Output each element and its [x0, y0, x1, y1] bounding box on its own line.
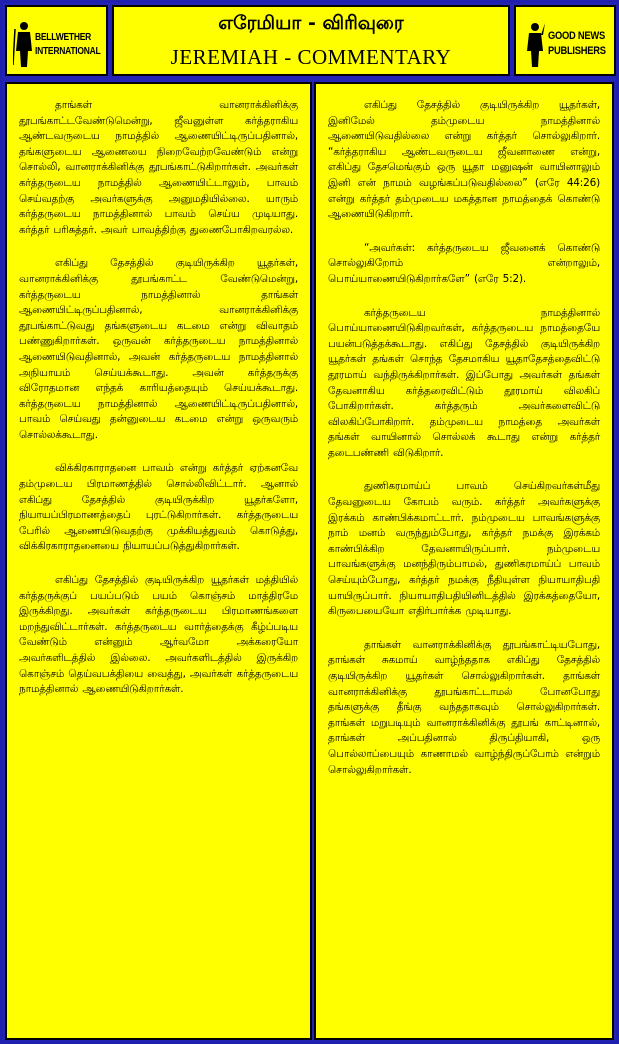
- left-column: [5, 82, 312, 1040]
- paragraph: எகிப்து தேசத்தில் குடியிருக்கிற யூதர்கள், இனிமேல் தம்முடைய நாமத்தினால் ஆணையிடுவதில்லை என்று கர்த்தர் சொல்லுகிறார். “கர்த்தராகிய ஆண்டவருடைய ஜீவனாணை என்று, எகிப்து தேசமெங்கும் ஒரு யூதா மனுஷன் வாயினாலும் இனி என் நாமம் வழங்கப்படுவதில்லை” (எரே 44:26) என்று கர்த்தர் தம்முடைய மகத்தான நாமத்தைக் கொண்டு ஆணையிடுகிறார்.: [328, 99, 600, 221]
- right-logo-line1: GOOD NEWS: [548, 30, 605, 42]
- paragraph: துணிகரமாய்ப் பாவம் செய்கிறவர்கள்மீது தேவனுடைய கோபம் வரும். கர்த்தர் அவர்களுக்கு இரக்கம் காண்பிக்கமாட்டார். நம்முடைய பாவங்களுக்கு நாம் மனம் வருந்தும்போது, கர்த்தர் நமக்கு இரக்கம் காண்பிக்கிற தேவனாயிருப்பார். நம்முடைய பாவங்களுக்கு மனந்திரும்பாமல், துணிகரமாய்ப் பாவம் செய்யும்போது, கர்த்தர் நமக்கு நீதியுள்ள நியாயாதிபதி யாயிருப்பார். நியாயாதிபதியினிடத்தில் இரக்கத்தையோ, கிருபையையோ எதிர்பார்க்க முடியாது.: [328, 480, 600, 618]
- right-column: [314, 82, 614, 1040]
- title-box: [112, 5, 510, 76]
- title-english: JEREMIAH - COMMENTARY: [170, 45, 452, 69]
- title-tamil: எரேமியா - விரிவுரை: [218, 12, 404, 34]
- paragraph: விக்கிரகாராதனை பாவம் என்று கர்த்தர் ஏற்கனவே தம்முடைய பிரமாணத்தில் சொல்லிவிட்டார். ஆனால் எகிப்து தேசத்தில் குடியிருக்கிற யூதர்களோ, நியாயப்பிரமாணத்தைப் புரட்டுகிறார்கள். கர்த்தருடைய பேரில் ஆணையிடுவதற்கு முக்கியத்துவம் கொடுத்து, விக்கிரகாராதனையை நியாயப்படுத்துகிறார்கள்.: [19, 462, 298, 553]
- figure-icon: [13, 21, 35, 67]
- paragraph: கர்த்தருடைய நாமத்தினால் பொய்யாணையிடுகிறவர்கள், கர்த்தருடைய நாமத்தையே பயன்படுத்தக்கூடாது. எகிப்து தேசத்தில் குடியிருக்கிற யூதர்கள் தங்கள் சொந்த தேசமாகிய யூதாதேசத்தைவிட்டு தூரமாய் வந்திருக்கிறார்கள். இப்போது அவர்கள் தங்கள் தேவனாகிய கர்த்தரைவிட்டும் தூரமாய் விலகிப் போகிறார்கள். கர்த்தரும் அவர்களைவிட்டு விலகிப்போகிறார். தம்முடைய நாமத்தை அவர்கள் தங்கள் வாயினால் சொல்லக் கூடாது என்று கர்த்தர் தடைபண்ணி விடுகிறார்.: [328, 306, 600, 459]
- paragraph: எகிப்து தேசத்தில் குடியிருக்கிற யூதர்கள், வானராக்கினிக்கு தூபங்காட்ட வேண்டுமென்று, கர்த்தருடைய நாமத்தினால் தாங்கள் ஆணையிட்டிருப்பதினால், வானராக்கினிக்கு தூபங்காட்டுவது தங்களுடைய கடமை என்று விவாதம் பண்ணுகிறார்கள். ஒருவன் கர்த்தருடைய நாமத்தினால் ஆணையிடுவதினால், அவன் கர்த்தருடைய நாமத்தினால் அநியாயம் செய்யக்கூடாது. அவன் கர்த்தருக்கு விரோதமான எந்தக் காரியத்தையும் செய்யக்கூடாது. கர்த்தருடைய நாமத்தினால் ஆணையிட்டிருப்பதினால், பாவம் செய்வது தன்னுடைய கடமை என்று ஒருவரும் சொல்லக்கூடாது.: [19, 257, 298, 441]
- bellwether-logo: [13, 15, 103, 70]
- figure-icon: [522, 21, 546, 67]
- good-news-logo: [522, 15, 612, 70]
- right-logo-box: [514, 5, 616, 76]
- left-logo-line1: BELLWETHER: [35, 32, 92, 43]
- page-header: [3, 3, 616, 79]
- paragraph: தாங்கள் வானராக்கினிக்கு தூபங்காட்டியபோது, தாங்கள் சுகமாய் வாழ்ந்ததாக எகிப்து தேசத்தில் குடியிருக்கிற யூதர்கள் சொல்லுகிறார்கள். தாங்கள் வானராக்கினிக்கு தூபங்காட்டாமல் போனபோது தங்களுக்கு தீங்கு வந்ததாகவும் சொல்லுகிறார்கள். தாங்கள் மறுபடியும் வானராக்கினிக்கு தூபங் காட்டினால், தாங்கள் அப்பதினால் திருப்தியாகி, ஒரு பொல்லாப்பையும் காணாமல் வாழ்ந்திருப்போம் என்றும் சொல்லுகிறார்கள்.: [328, 638, 600, 776]
- paragraph: “அவர்கள்: கர்த்தருடைய ஜீவனைக் கொண்டு சொல்லுகிறோம் என்றாலும், பொய்யாணையிடுகிறார்களே” (எரே 5:2).: [328, 241, 600, 285]
- paragraph: எகிப்து தேசத்தில் குடியிருக்கிற யூதர்கள் மத்தியில் கர்த்தருக்குப் பயப்படும் பயம் கொஞ்சம் மாத்திரமே இருக்கிறது. அவர்கள் கர்த்தருடைய பிரமாணங்களை மறந்துவிட்டார்கள். கர்த்தருடைய வார்த்தைக்கு கீழ்ப்படிய வேண்டும் என்னும் ஆர்வமோ அக்கரையோ அவர்களிடத்தில் இல்லை. அவர்களிடத்தில் இருக்கிற கொஞ்சம் தெய்வபக்தியை வைத்து, அவர்கள் கர்த்தருடைய நாமத்தினால் ஆணையிடுகிறார்கள்.: [19, 574, 298, 696]
- left-logo-box: [5, 5, 108, 76]
- left-logo-line2: INTERNATIONAL: [35, 46, 101, 57]
- right-logo-line2: PUBLISHERS: [548, 45, 606, 57]
- paragraph: தாங்கள் வானராக்கினிக்கு தூபங்காட்டவேண்டுமென்று, ஜீவனுள்ள கர்த்தராகிய ஆண்டவருடைய நாமத்தில் ஆணையிட்டிருப்பதினால், தங்களுடைய ஆணையை நிறைவேற்றவேண்டும் என்று சொல்லி, வானராக்கினிக்கு தூபங்காட்டுகிறார்கள். அவர்கள் கர்த்தருடைய நாமத்தில் ஆணையிட்டாலும், பாவம் செய்வதற்கு அவர்களுக்கு அனுமதியில்லை. யாரும் கர்த்தருடைய நாமத்தினால் பாவம் செய்ய முடியாது. கர்த்தர் பரிசுத்தர். அவர் பாவத்திற்கு துணைபோகிறவரல்ல.: [19, 99, 298, 236]
